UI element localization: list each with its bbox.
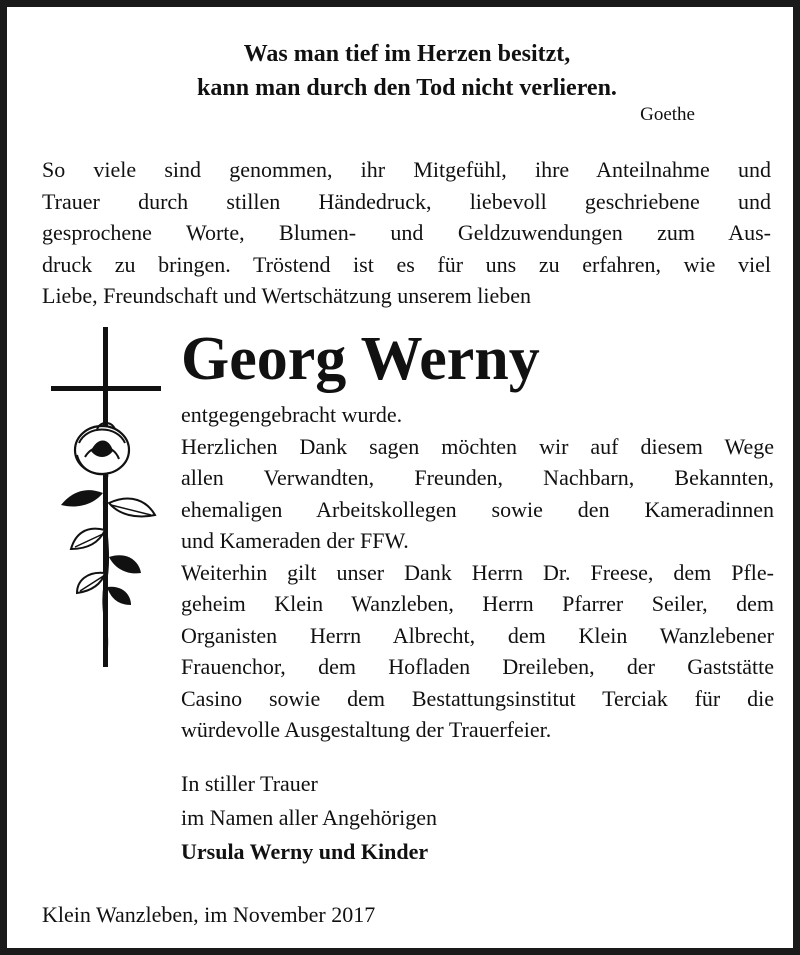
body-line: Weiterhin gilt unser Dank Herrn Dr. Freese, dem Pfle- <box>181 559 774 585</box>
signature-block <box>181 767 437 869</box>
body-line: Frauenchor, dem Hofladen Dreileben, der Gaststätte <box>181 654 774 679</box>
body-line: ehemaligen Arbeitskollegen sowie den Kameradinnen <box>181 496 774 522</box>
body-line: würdevolle Ausgestaltung der Trauerfeier. <box>181 717 552 742</box>
signature-line-1: In stiller Trauer <box>181 771 318 796</box>
quote-author: Goethe <box>640 104 695 125</box>
quote-line-1: Was man tief im Herzen besitzt, <box>243 41 571 67</box>
intro-paragraph <box>42 154 771 312</box>
place-date: Klein Wanzleben, im November 2017 <box>42 902 376 927</box>
body-line: Casino sowie dem Bestattungsinstitut Terciak für die <box>181 685 774 711</box>
quote-line-2: kann man durch den Tod nicht verlieren. <box>197 75 617 101</box>
cross-icon <box>47 325 167 675</box>
deceased-name: Georg Werny <box>181 325 540 393</box>
intro-line: So viele sind genommen, ihr Mitgefühl, ihre Anteilnahme und <box>42 157 771 182</box>
body-line: und Kameraden der FFW. <box>181 528 409 553</box>
intro-line: druck zu bringen. Tröstend ist es für uns zu erfahren, wie viel <box>42 251 771 277</box>
body-line: geheim Klein Wanzleben, Herrn Pfarrer Seiler, dem <box>181 591 774 616</box>
intro-line: gesprochene Worte, Blumen- und Geldzuwendungen zum Aus- <box>42 220 771 245</box>
body-line: entgegengebracht wurde. <box>181 402 403 427</box>
thanks-paragraph <box>181 399 774 746</box>
signature-line-2: im Namen aller Angehörigen <box>181 805 437 830</box>
body-line: Herzlichen Dank sagen möchten wir auf diesem Wege <box>181 433 774 459</box>
intro-line: Trauer durch stillen Händedruck, liebevoll geschriebene und <box>42 188 771 214</box>
intro-line: Liebe, Freundschaft und Wertschätzung unserem lieben <box>42 283 531 308</box>
body-line: Organisten Herrn Albrecht, dem Klein Wanzlebener <box>181 622 774 648</box>
body-line: allen Verwandten, Freunden, Nachbarn, Bekannten, <box>181 465 774 490</box>
family-name: Ursula Werny und Kinder <box>181 839 429 864</box>
